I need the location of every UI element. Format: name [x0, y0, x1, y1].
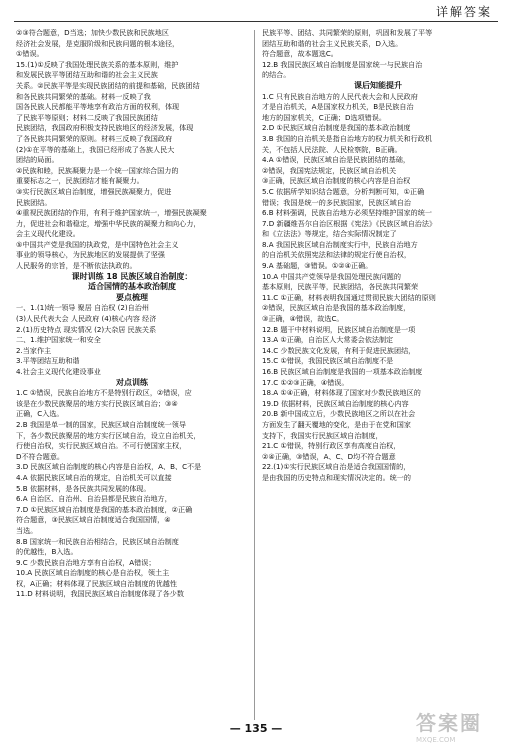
text-line: 地方的国家机关，C正确；D选项错误。	[262, 112, 386, 122]
text-line: 基本原则，民族平等，民族团结，各民族共同繁荣	[262, 282, 419, 292]
text-line: 5.C 依据所学知识结合题意，分析判断可知，①正确	[262, 186, 425, 196]
text-line: 方面发生了翻天覆地的变化，是由于在党和国家	[262, 419, 411, 429]
header-title: 详解答案	[435, 5, 492, 19]
text-line: 1.C ①错误，民族自治地方不是特别行政区，②错误，应	[16, 388, 192, 398]
text-line: ⑤中国共产党是我国的执政党，是中国特色社会主义	[16, 239, 179, 249]
text-line: 22.(1)①实行民族区域自治是适合我国国情的，	[262, 462, 411, 472]
text-line: 国各民族人民都能平等地享有政治方面的权利，体现	[16, 102, 180, 112]
text-line: ②错误，我国宪法规定，民族区域自治机关	[262, 165, 397, 175]
text-line: ②错误，民族区域自治是我国的基本政治制度，	[262, 303, 411, 313]
text-line: D不符合题意。	[16, 451, 65, 461]
text-line: 会主义现代化建设。	[16, 229, 80, 239]
watermark-text: 答案圈	[416, 711, 482, 735]
watermark-url: MXQE.COM	[416, 736, 456, 744]
text-line: 关，不包括人民法院、人民检察院，B正确。	[262, 144, 402, 154]
text-line: 6.B 材料强调，民族自治地方必须坚持维护国家的统一	[262, 208, 432, 218]
right-column	[262, 28, 494, 484]
text-line: 的结合。	[262, 70, 291, 80]
text-line: 2.(1)历史特点 现实情况 (2)大杂居 民族关系	[16, 324, 157, 334]
text-line: 1.C 只有民族自治地方的人民代表大会和人民政府	[262, 91, 418, 101]
text-line: 关系。②民族平等是实现民族团结的前提和基础，民族团结	[16, 80, 200, 90]
text-line: 经济社会发展，是克服阶级和民族问题的根本途径，	[16, 38, 180, 48]
text-line: 12.B 题干中材料说明，民族区域自治制度是一项	[262, 324, 416, 334]
text-line: 了民族平等原则；材料二反映了我国民族团结	[16, 112, 158, 122]
text-line: 民族团结，我国政府积极支持民族地区的经济发展，体现	[16, 123, 194, 133]
text-line: 20.B 新中国成立后，少数民族地区之所以在社会	[262, 409, 416, 419]
text-line: 3.D 民族区域自治制度的核心内容是自治权，A、B、C不是	[16, 462, 202, 472]
text-line: 15.(1)①反映了我国处理民族关系的基本原则，维护	[16, 59, 179, 69]
text-line: 一、1.(1)统一领导 聚居 自治权 (2)自治州	[16, 303, 149, 313]
text-line: 了各民族共同繁荣的原则。材料三反映了我国政府	[16, 133, 173, 143]
text-line: 7.D 新疆维吾尔自治区根据《宪法》《民族区域自治法》	[262, 218, 437, 228]
text-line: 适合国情的基本政治制度	[88, 282, 176, 292]
text-line: 13.A ①正确，自治区人大常委会依法制定	[262, 335, 394, 345]
text-line: 4.A 依据民族区域自治的规定，自治机关可以直接	[16, 472, 172, 482]
text-line: 当选。	[16, 525, 38, 535]
text-line: 9.A 基础题，③错误。①②④正确。	[262, 261, 373, 271]
text-line: ②④正确，③错误，A、C、D均不符合题意	[262, 451, 396, 461]
text-line: 2.D ①民族区域自治制度是我国的基本政治制度	[262, 123, 411, 133]
text-line: 和各民族共同繁荣的基础。材料一反映了我	[16, 91, 151, 101]
text-line: 团结的局面。	[16, 155, 59, 165]
text-line: ③正确，④错误，故选C。	[262, 314, 344, 324]
text-line: 符合题意，③民族区域自治制度适合我国国情，④	[16, 515, 171, 525]
text-line: 7.D ①民族区域自治制度是我国的基本政治制度，②正确	[16, 504, 193, 514]
text-line: 人民服务的宗旨，是不断依法执政的。	[16, 261, 137, 271]
text-line: 是由我国的历史特点和现实情况决定的。统一的	[262, 472, 411, 482]
text-line: 才是自治机关，A是国家权力机关，B是民族自治	[262, 102, 414, 112]
text-line: 11.C ①正确，材料表明我国通过贯彻民族大团结的原则	[262, 292, 436, 302]
text-line: 16.B 民族区域自治制度是我国的一项基本政治制度	[262, 367, 423, 376]
text-line: 21.C ①错误，特别行政区享有高度自治权，	[262, 441, 401, 451]
text-line: 8.B 国家统一和民族自治相结合，民族区域自治制度	[16, 536, 179, 546]
text-line: 权，A正确；材料体现了民族区域自治制度的优越性	[16, 578, 177, 588]
text-line: 4.社会主义现代化建设事业	[16, 367, 101, 376]
text-line: 错误；我国是统一的多民族国家，民族区域自治	[262, 197, 411, 207]
left-column	[16, 28, 248, 600]
text-line: 6.A 自治区、自治州、自治县都是民族自治地方，	[16, 494, 172, 504]
text-line: ④重视民族团结的作用，有利于维护国家统一，增强民族凝聚	[16, 208, 207, 218]
text-line: 该是在少数民族聚居的地方实行民族区域自治；③④	[16, 398, 178, 408]
text-line: 和《立法法》等规定，结合实际情况制定了	[262, 229, 397, 239]
header-rule	[14, 21, 498, 22]
text-line: 5.B 依据材料，是各民族共同发展的体现。	[16, 483, 151, 493]
text-line: 的自治机关依照宪法和法律的规定行使自治权，	[262, 250, 411, 260]
watermark-logo	[416, 707, 500, 744]
text-line: 8.A 我国民族区域自治制度实行中，民族自治地方	[262, 239, 418, 249]
column-divider	[254, 30, 255, 720]
text-line: 17.C ①②③正确，④错误。	[262, 377, 349, 387]
text-line: 4.A ①错误，民族区域自治是民族团结的基础，	[262, 155, 410, 165]
text-line: ①错误。	[16, 49, 44, 59]
text-line: 团结互助和谐的社会主义民族关系，D入选。	[262, 38, 403, 48]
text-line: 课时训练 18 民族区域自治制度：	[71, 271, 193, 281]
text-line: 10.A 民族区域自治制度的核心是自治权，领土主	[16, 568, 170, 578]
text-line: 3.平等团结互助和谐	[16, 356, 80, 366]
text-line: 下，各少数民族聚居的地方实行区域自治，设立自治机关，	[16, 430, 201, 440]
text-line: 力，促进社会和谐稳定，增强中华民族的凝聚力和向心力，	[16, 218, 201, 228]
text-line: 11.D 材料说明，我国民族区域自治制度体现了各少数	[16, 589, 184, 599]
text-line: 支持下，我国实行民族区域自治制度，	[262, 430, 383, 440]
text-line: 的优越性，B入选。	[16, 547, 78, 557]
text-line: 民族平等、团结、共同繁荣的原则，巩固和发展了平等	[262, 28, 433, 37]
text-line: 要点梳理	[116, 292, 148, 302]
text-line: ③实行民族区域自治制度，增强民族凝聚力，促进	[16, 186, 172, 196]
text-line: 重要标志之一，民族团结才能有凝聚力。	[16, 176, 144, 186]
text-line: 和发展民族平等团结互助和谐的社会主义民族	[16, 70, 158, 80]
text-line: 12.B 我国民族区域自治制度是国家统一与民族自治	[262, 59, 423, 69]
text-line: 对点训练	[116, 377, 148, 387]
page-header	[0, 0, 512, 24]
text-line: 9.C 少数民族自治地方享有自治权，A错误；	[16, 557, 156, 567]
text-line: (2)①在平等的基础上，我国已经形成了各族人民大	[16, 144, 175, 154]
text-line: 2.B 我国是单一制的国家，民族区域自治制度统一领导	[16, 419, 186, 429]
text-line: ②③符合题意，D当选；加快少数民族和民族地区	[16, 28, 169, 37]
text-line: (3)人民代表大会 人民政府 (4)核心内容 经济	[16, 314, 157, 324]
text-line: 19.D 依据材料，民族区域自治制度的核心内容	[262, 398, 409, 408]
text-line: 二、1.维护国家统一和安全	[16, 335, 101, 345]
text-line: 课后知能提升	[354, 80, 402, 90]
text-line: 行使自治权，实行民族区域自治。不可行使国家主权，	[16, 441, 187, 451]
text-line: 民族团结。	[16, 197, 52, 207]
text-line: ③正确，民族区域自治制度的核心内容是自治权	[262, 176, 411, 186]
text-line: 15.C ①错误，我国民族区域自治制度不是	[262, 356, 394, 366]
text-line: 3.B 我国的自治机关是指自治地方的权力机关和行政机	[262, 133, 432, 143]
text-line: 2.当家作主	[16, 345, 52, 355]
text-line: 事业的领导核心，为民族地区的发展提供了坚强	[16, 250, 165, 260]
text-line: 10.A 中国共产党领导是我国处理民族问题的	[262, 271, 401, 281]
text-line: 符合题意，故本题选C。	[262, 49, 338, 59]
text-line: 18.A ①④正确，材料体现了国家对少数民族地区的	[262, 388, 421, 398]
text-line: 正确，C入选。	[16, 409, 64, 419]
text-line: 14.C 少数民族文化发展，有利于促进民族团结，	[262, 345, 416, 355]
page-number: — 135 —	[229, 722, 283, 735]
text-line: ②民族和睦，民族凝聚力是一个统一国家综合国力的	[16, 165, 179, 175]
